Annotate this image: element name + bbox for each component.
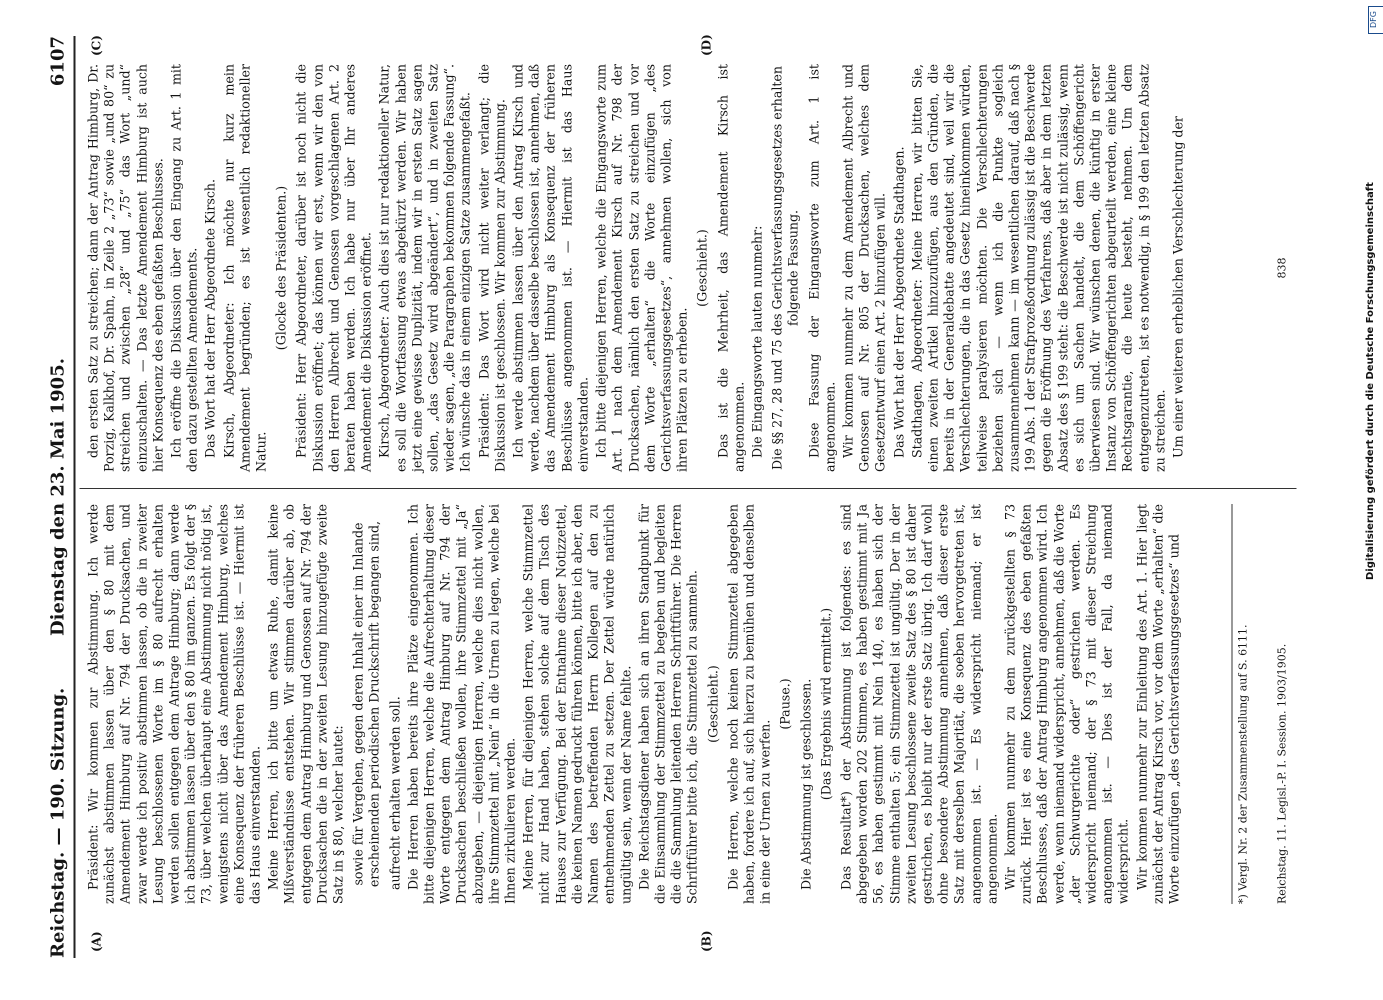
paragraph: Wir kommen nunmehr zur Einleitung des Art. 1. Hier liegt zunächst der Antrag Kirsch vor, vor dem Worte „erhalten“ die Worte einzufügen „des Gerichtsverfassungsgesetzes“ und bbox=[1134, 504, 1182, 904]
dfg-logo: DFG bbox=[1368, 6, 1383, 34]
page-header bbox=[44, 36, 76, 958]
margin-marker-a: (A) bbox=[89, 931, 104, 952]
paragraph: Die Eingangsworte lauten nunmehr: bbox=[749, 225, 765, 458]
paragraph: Das Wort hat der Herr Abgeordnete Kirsch. bbox=[202, 178, 218, 458]
paragraph: Ich werde abstimmen lassen über den Antrag Kirsch und werde, nachdem über dasselbe beschlossen ist, annehmen, daß das Amendement Himburg als Konsequenz der früheren Beschlüsse angenommen ist. — Hiermit ist das Haus einverstanden. bbox=[510, 64, 591, 472]
paragraph: Ich eröffne die Diskussion über den Eingang zu Art. 1 mit den dazu gestellten Amendements. bbox=[168, 64, 200, 472]
paragraph: Kirsch, Abgeordneter: Auch dies ist nur redaktioneller Natur, es soll die Wortfassung etwas abgekürzt werden. Wir haben jetzt eine gewisse Duplizität, indem wir in ersten Satz sagen sollen, „das Gesetz wird abgeändert“, und in zweiten Satz wieder sagen, „die Paragraphen bekommen folgende Fassung“. Ich wünsche das in einem einzigen Satze zusammengefaßt. bbox=[376, 64, 473, 472]
paragraph: Das ist die Mehrheit, das Amendement Kirsch ist angenommen. bbox=[715, 64, 747, 472]
stage-direction: (Das Ergebnis wird ermittelt.) bbox=[818, 607, 834, 801]
paragraph: Die Reichstagsdiener haben sich an ihren Standpunkt für die Einsammlung der Stimmzettel zu begeben und begleiten die die Sammlung leitenden Herren Schriftführer. Die Herren Schriftführer bitte ich, die Stimmzettel zu sammeln. bbox=[636, 504, 700, 904]
paragraph: Das Resultat*) der Abstimmung ist folgendes: es sind abgegeben worden 202 Stimmen, es haben gestimmt mit Ja 56, es haben gestimmt mit Nein 140, es haben sich der Stimme enthalten 5; ein Stimmzettel ist ungültig. Der in der zweiten Lesung beschlossene zweite Satz des § 80 ist daher gestrichen, es bleibt nur der erste Satz übrig. Ich darf wohl ohne besondere Abstimmung annehmen, daß dieser erste Satz mit derselben Majorität, die soeben hervorgetreten ist, angenommen ist. — Es widerspricht niemand; er ist angenommen. bbox=[838, 504, 1000, 904]
left-column bbox=[86, 504, 1185, 904]
stage-direction: (Pause.) bbox=[777, 678, 793, 730]
paragraph: Wir kommen nunmehr zu dem zurückgestellten § 73 zurück. Hier ist es eine Konsequenz des eben gefaßten Beschlusses, daß der Antrag Himburg angenommen wird. Ich werde, wenn niemand widerspricht, annehmen, daß die Worte „der Schwurgerichte oder“ gestrichen werden. Es widerspricht niemand; der § 73 mit dieser Streichung angenommen ist. — Dies ist der Fall, da niemand widerspricht. bbox=[1002, 504, 1131, 904]
margin-marker-d: (D) bbox=[699, 34, 714, 56]
paragraph: Die Herren haben bereits ihre Plätze eingenommen. Ich bitte diejenigen Herren, welche die Aufrechterhaltung dieser Worte entgegen dem Antrag Himburg auf Nr. 794 der Drucksachen beschließen wollen, ihre Stimmzettel mit „Ja“ abzugeben, — diejenigen Herren, welche dies nicht wollen, ihre Stimmzettel mit „Nein“ in die Urnen zu legen, welche bei Ihnen zirkulieren werden. bbox=[405, 504, 518, 904]
paragraph: Stadthagen, Abgeordneter: Meine Herren, wir bitten Sie, einen zweiten Artikel hinzuzufügen, aus den Gründen, die bereits in der Generaldebatte angedeutet sind, weil wir die Verschlechterungen, die in das Gesetz hineinkommen würden, teilweise paralysieren möchten. Die Verschlechterungen beziehen sich — wenn ich die Punkte sogleich zusammennehmen kann — im wesentlichen darauf, daß nach § 199 Abs. 1 der Strafprozeßordnung zulässig ist die Beschwerde gegen die Eröffnung des Verfahrens, daß aber in dem letzten Absatz des § 199 steht: die Beschwerde ist nicht zulässig, wenn es sich um Sachen handelt, die dem Schöffengericht überwiesen sind. Wir wünschen denen, die künftig in erster Instanz von Schöffengerichten abgeurteilt werden, eine kleine Rechtsgarantie, die heute besteht, nehmen. Um dem entgegenzutreten, ist es notwendig, in § 199 den letzten Absatz zu streichen. bbox=[909, 64, 1168, 472]
paragraph: Das Wort hat der Herr Abgeordnete Stadthagen. bbox=[891, 146, 907, 458]
stage-direction: (Geschieht.) bbox=[694, 229, 710, 307]
column-divider bbox=[80, 488, 1297, 489]
stage-direction: (Glocke des Präsidenten.) bbox=[273, 185, 289, 351]
paragraph: Die Abstimmung ist geschlossen. bbox=[798, 678, 814, 890]
paragraph: Um einer weiteren erheblichen Verschlechterung der bbox=[1170, 116, 1186, 458]
digitization-note-text: Digitalisierung gefördert durch die Deutsche Forschungsgemeinschaft bbox=[1365, 182, 1376, 580]
paragraph: Kirsch, Abgeordneter: Ich möchte nur kurz mein Amendement begründen; es ist wesentlich redaktioneller Natur. bbox=[221, 64, 269, 472]
paragraph: Die Herren, welche noch keinen Stimmzettel abgegeben haben, fordere ich auf, sich hierzu zu bemühen und denselben in eine der Urnen zu werfen. bbox=[725, 504, 773, 904]
header-page-number: 6107 bbox=[47, 36, 69, 87]
paragraph: Präsident: Herr Abgeordneter, darüber ist noch nicht die Diskussion eröffnet; das können wir erst, wenn wir den von den Herren Albrecht und Genossen vorgeschlagenen Art. 2 beraten haben werden. Ich habe nur über Ihr anderes Amendement die Diskussion eröffnet. bbox=[293, 64, 374, 472]
paragraph: Präsident: Das Wort wird nicht weiter verlangt; die Diskussion ist geschlossen. Wir kommen zur Abstimmung. bbox=[476, 64, 508, 472]
paragraph: Meine Herren, für diejenigen Herren, welche Stimmzettel nicht zur Hand haben, stehen solche auf dem Tisch des Hauses zur Verfügung. Bei der Entnahme dieser Notizzettel, die keinen Namen gedruckt führen können, bitte ich aber, den Namen des betreffenden Herrn Kollegen auf den zu entnehmenden Zettel zu setzen. Der Zettel würde natürlich ungültig sein, wenn der Name fehlte. bbox=[520, 504, 633, 904]
header-date: Dienstag den 23. Mai 1905. bbox=[47, 358, 69, 636]
footer-sheet-number: 838 bbox=[1275, 257, 1289, 279]
margin-marker-b: (B) bbox=[699, 930, 714, 952]
paragraph: aufrecht erhalten werden soll. bbox=[387, 696, 403, 890]
header-session: Reichstag. — 190. Sitzung. bbox=[47, 687, 69, 958]
quoted-text: sowie für Vergehen, gegen deren Inhalt einer im Inlande erscheinenden periodischen Druckschrift begangen sind, bbox=[350, 520, 382, 888]
footer-legislature: Reichstag. 11. Legisl.-P. I. Session. 1903/1905. bbox=[1275, 643, 1289, 904]
paragraph: den ersten Satz zu streichen; dann der Antrag Himburg, Dr. Porzig, Kalkhof, Dr. Spahn, in Zeile 2 „73“ sowie „und 80“ zu streichen und zwischen „28“ und „75“ das Wort „und“ einzuschalten. — Das letzte Amendement Himburg ist auch hier Konsequenz des eben gefaßten Beschlusses. bbox=[85, 64, 166, 472]
paragraph: Präsident: Wir kommen zur Abstimmung. Ich werde zunächst abstimmen lassen über den § 80 mit dem Amendement Himburg auf Nr. 794 der Drucksachen, und zwar werde ich positiv abstimmen lassen, ob die in zweiter Lesung beschlossenen Worte im § 80 aufrecht erhalten werden sollen entgegen dem Antrage Himburg; dann werde ich abstimmen lassen über den § 80 im ganzen. Es folgt der § 73, über welchen überhaupt eine Abstimmung nicht nötig ist, wenigstens nicht über das Amendement Himburg, welches eine Konsequenz der früheren Beschlüsse ist. — Hiermit ist das Haus einverstanden. bbox=[85, 504, 263, 904]
margin-marker-c: (C) bbox=[89, 35, 104, 56]
quoted-text: Die §§ 27, 28 und 75 des Gerichtsverfassungsgesetzes erhalten folgende Fassung. bbox=[769, 66, 801, 471]
footnote: *) Vergl. Nr. 2 der Zusammenstellung auf S. 6111. bbox=[1232, 504, 1251, 904]
paragraph: Meine Herren, ich bitte um etwas Ruhe, damit keine Mißverständnisse entstehen. Wir stimmen darüber ab, ob entgegen dem Antrag Himburg und Genossen auf Nr. 794 der Drucksachen die in der zweiten Lesung hinzugefügte zweite Satz in § 80, welcher lautet: bbox=[265, 504, 346, 904]
stage-direction: (Geschieht.) bbox=[705, 665, 721, 743]
paragraph: Ich bitte diejenigen Herren, welche die Eingangsworte zum Art. 1 nach dem Amendement Kirsch auf Nr. 798 der Drucksachen, nämlich den ersten Satz zu streichen und vor dem Worte „erhalten“ die Worte einzufügen „des Gerichtsverfassungsgesetzes“, annehmen wollen, sich von ihren Plätzen zu erheben. bbox=[593, 64, 690, 472]
right-column bbox=[86, 64, 1189, 472]
paragraph: Diese Fassung der Eingangsworte zum Art. 1 ist angenommen. bbox=[806, 64, 838, 472]
paragraph: Wir kommen nunmehr zu dem Amendement Albrecht und Genossen auf Nr. 805 der Drucksachen, welches dem Gesetzentwurf einen Art. 2 hinzufügen will. bbox=[840, 64, 888, 472]
digitization-note bbox=[1365, 40, 1383, 600]
